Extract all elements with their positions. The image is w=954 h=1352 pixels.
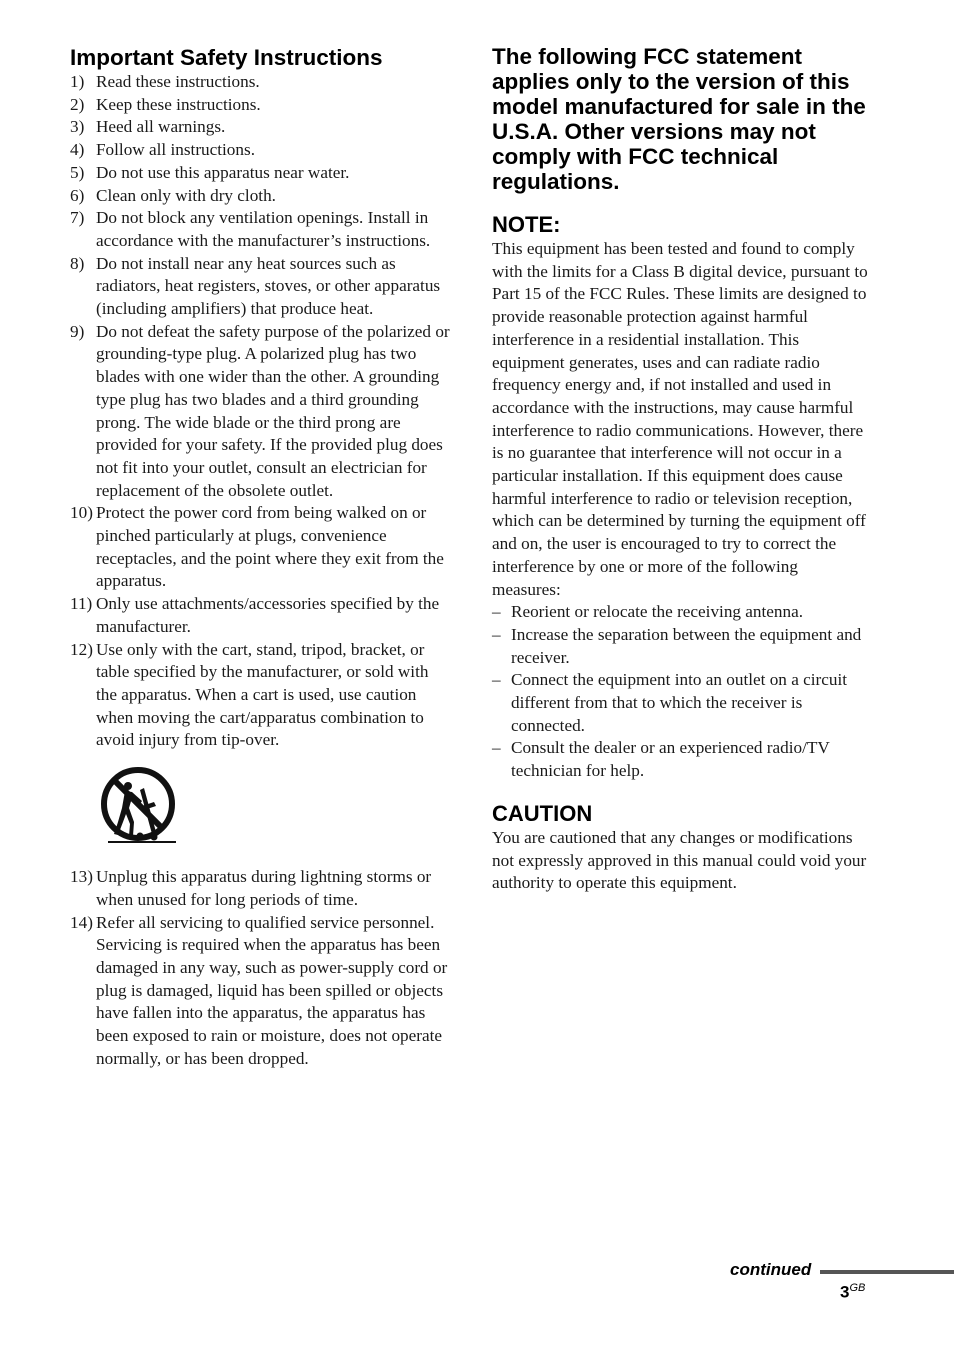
item-text: Increase the separation between the equipment and receiver. (511, 624, 862, 667)
note-paragraph: This equipment has been tested and found to comply with the limits for a Class B digital device, pursuant to Part 15 of the FCC Rules. These limits are designed to provide reasonable protection against harmful interference in a residential installation. This equipment generates, uses and can radiate radio frequency energy and, if not installed and used in accordance with the instructions, may cause harmful interference to radio communications. However, there is no guarantee that interference will not occur in a particular installation. If this equipment does cause harmful interference to radio or television reception, which can be determined by turning the equipment off and on, the user is encouraged to try to correct the interference by one or more of the following measures: (492, 239, 868, 599)
list-item (70, 139, 450, 162)
list-item (70, 94, 450, 117)
item-text: Heed all warnings. (96, 117, 226, 137)
item-text: Do not defeat the safety purpose of the polarized or grounding-type plug. A polarized plug has two blades with one wider than the other. A grounding type plug has two blades and a third grounding prong. The wide blade or the third prong are provided for your safety. If the provided plug does not fit into your outlet, consult an electrician for replacement of the obsolete outlet. (96, 321, 450, 500)
item-number: 10) (70, 503, 93, 523)
item-text: Reorient or relocate the receiving antenna. (511, 602, 804, 622)
item-text: Consult the dealer or an experienced radio/TV technician for help. (511, 738, 830, 781)
list-item (492, 737, 870, 782)
item-text: Do not block any ventilation openings. Install in accordance with the manufacturer’s instructions. (96, 208, 431, 250)
safety-list-part-1 (70, 71, 450, 752)
list-item (70, 207, 450, 252)
item-text: Unplug this apparatus during lightning storms or when unused for long periods of time. (96, 867, 432, 909)
item-text: Clean only with dry cloth. (96, 185, 276, 205)
item-number: 1) (70, 72, 85, 91)
left-column (70, 44, 450, 1070)
item-text: Connect the equipment into an outlet on a circuit different from that to which the receiver is connected. (511, 670, 848, 735)
list-item (70, 253, 450, 321)
item-number: 12) (70, 639, 93, 659)
list-item (492, 624, 870, 669)
list-dash: – (492, 602, 501, 622)
item-number: 3) (70, 117, 85, 137)
continued-bar (820, 1270, 954, 1274)
safety-instructions-heading: Important Safety Instructions (70, 45, 383, 70)
item-number: 4) (70, 140, 85, 160)
item-text: Refer all servicing to qualified service personnel. Servicing is required when the apparatus has been damaged in any way, such as power-supply cord or plug is damaged, liquid has been spilled or objects have fallen into the apparatus, the apparatus has been exposed to rain or moisture, does not operate normally, or has been dropped. (96, 912, 448, 1068)
safety-list-part-2 (70, 866, 450, 1070)
caution-paragraph: You are cautioned that any changes or modifications not expressly approved in this manual could void your authority to operate this equipment. (492, 827, 867, 893)
page-number (840, 1282, 865, 1303)
measures-list (492, 601, 870, 783)
list-item (70, 185, 450, 208)
item-text: Do not use this apparatus near water. (96, 162, 350, 182)
item-number: 13) (70, 867, 93, 887)
list-dash: – (492, 738, 501, 758)
note-heading: NOTE: (492, 212, 561, 237)
fcc-statement-heading: The following FCC statement applies only to the version of this model manufactured for sale in the U.S.A. Other versions may not comply with FCC technical regulations. (492, 44, 866, 194)
list-item (70, 116, 450, 139)
right-column (492, 44, 870, 895)
list-dash: – (492, 624, 501, 644)
item-text: Use only with the cart, stand, tripod, bracket, or table specified by the manufacturer, or sold with the apparatus. When a cart is used, use caution when moving the cart/apparatus combination to avoid injury from tip-over. (96, 639, 429, 750)
item-number: 2) (70, 94, 85, 114)
item-text: Protect the power cord from being walked on or pinched particularly at plugs, convenience receptacles, and the point where they exit from the apparatus. (96, 503, 444, 591)
item-text: Do not install near any heat sources such as radiators, heat registers, stoves, or other apparatus (including amplifiers) that produce heat. (96, 253, 441, 319)
item-number: 11) (70, 594, 93, 614)
continued-label: continued (730, 1260, 812, 1279)
list-item (70, 502, 450, 593)
page-number-suffix: GB (849, 1282, 866, 1294)
list-item (70, 593, 450, 638)
page-number-value: 3 (840, 1282, 850, 1302)
item-number: 5) (70, 162, 85, 182)
list-item (70, 639, 450, 753)
item-number: 7) (70, 208, 85, 228)
list-item (70, 71, 450, 94)
item-number: 9) (70, 321, 85, 341)
item-text: Follow all instructions. (96, 140, 255, 160)
list-item (492, 669, 870, 737)
item-number: 8) (70, 253, 85, 273)
list-item (70, 866, 450, 911)
list-item (70, 912, 450, 1071)
item-number: 14) (70, 912, 93, 932)
list-item (70, 162, 450, 185)
cart-tipover-warning-icon (98, 766, 180, 846)
item-text: Read these instructions. (96, 72, 260, 91)
item-text: Keep these instructions. (96, 94, 261, 114)
list-item (492, 601, 870, 624)
item-text: Only use attachments/accessories specified by the manufacturer. (96, 594, 440, 636)
caution-heading: CAUTION (492, 800, 593, 826)
list-item (70, 321, 450, 503)
list-dash: – (492, 670, 501, 690)
item-number: 6) (70, 185, 85, 205)
